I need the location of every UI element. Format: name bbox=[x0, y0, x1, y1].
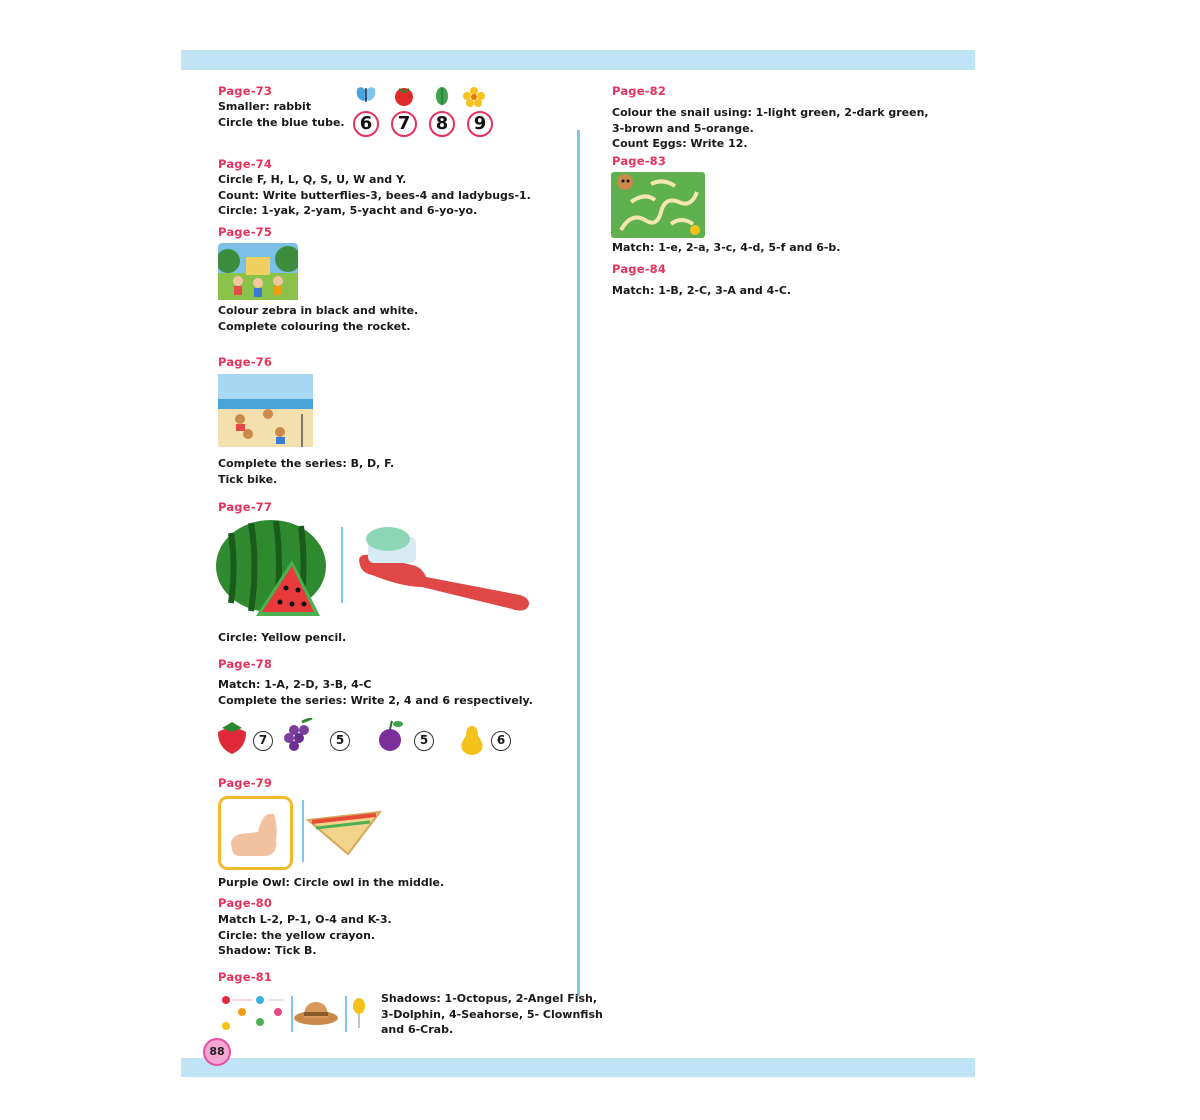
bottom-band bbox=[181, 1058, 975, 1077]
page-75-line: Colour zebra in black and white. bbox=[218, 304, 419, 317]
flower-icon bbox=[463, 87, 485, 107]
page-81-text bbox=[381, 991, 603, 1038]
number-circle: 8 bbox=[429, 111, 455, 137]
tomato-icon bbox=[395, 88, 413, 106]
page-76-text bbox=[218, 456, 394, 487]
maze-picture bbox=[611, 172, 705, 238]
page-76-line: Tick bike. bbox=[218, 472, 278, 486]
page-76-heading: Page-76 bbox=[218, 355, 273, 369]
page-80-heading: Page-80 bbox=[218, 896, 273, 910]
count-circle: 5 bbox=[330, 731, 350, 751]
page-81-heading: Page-81 bbox=[218, 970, 273, 984]
page-82-heading: Page-82 bbox=[612, 84, 667, 98]
page-80-text bbox=[218, 912, 392, 959]
number-circle: 7 bbox=[391, 111, 417, 137]
leaf-icon bbox=[436, 87, 448, 105]
page-80-line: Circle: the yellow crayon. bbox=[218, 928, 376, 942]
divider-line bbox=[341, 527, 343, 603]
page-82-line: Colour the snail using: 1-light green, 2-dark green, bbox=[612, 106, 929, 119]
page-80-line: Shadow: Tick B. bbox=[218, 944, 317, 957]
playground-picture bbox=[218, 243, 298, 300]
colour-dots-icon bbox=[222, 996, 284, 1030]
page-78-line: Complete the series: Write 2, 4 and 6 respectively. bbox=[218, 693, 533, 707]
page-73-icons bbox=[352, 84, 502, 110]
page-78-text bbox=[218, 677, 533, 708]
page-79-line: Purple Owl: Circle owl in the middle. bbox=[218, 876, 445, 889]
page-79-text bbox=[218, 875, 444, 891]
page-74-line: Circle F, H, L, Q, S, U, W and Y. bbox=[218, 173, 407, 186]
count-circle: 7 bbox=[253, 731, 273, 751]
page-75-heading: Page-75 bbox=[218, 225, 273, 239]
page-77-heading: Page-77 bbox=[218, 500, 273, 514]
plum-icon bbox=[379, 721, 403, 751]
page-79-heading: Page-79 bbox=[218, 776, 273, 790]
page-74-line: Count: Write butterflies-3, bees-4 and ladybugs-1. bbox=[218, 188, 531, 202]
number-circle: 6 bbox=[353, 111, 379, 137]
page-83-line: Match: 1-e, 2-a, 3-c, 4-d, 5-f and 6-b. bbox=[612, 241, 841, 254]
toothbrush-picture bbox=[352, 525, 534, 611]
page-84-heading: Page-84 bbox=[612, 262, 667, 276]
page-74-heading: Page-74 bbox=[218, 157, 273, 171]
page-81-line: and 6-Crab. bbox=[381, 1023, 454, 1036]
count-circle: 5 bbox=[414, 731, 434, 751]
page-73-line: Circle the blue tube. bbox=[218, 115, 345, 129]
page-74-line: Circle: 1-yak, 2-yam, 5-yacht and 6-yo-yo. bbox=[218, 204, 478, 217]
page-81-line: Shadows: 1-Octopus, 2-Angel Fish, bbox=[381, 992, 598, 1005]
page-76-line: Complete the series: B, D, F. bbox=[218, 457, 395, 470]
page-number-badge: 88 bbox=[203, 1038, 231, 1066]
number-circle: 9 bbox=[467, 111, 493, 137]
top-band bbox=[181, 50, 975, 70]
column-divider bbox=[577, 130, 580, 996]
page-73-heading: Page-73 bbox=[218, 84, 273, 98]
page-81-line: 3-Dolphin, 4-Seahorse, 5- Clownfish bbox=[381, 1007, 603, 1021]
beach-picture bbox=[218, 374, 313, 447]
watermelon-picture bbox=[216, 518, 334, 618]
page-84-line: Match: 1-B, 2-C, 3-A and 4-C. bbox=[612, 284, 792, 297]
page-81-pictures bbox=[216, 990, 376, 1036]
strawberry-icon bbox=[218, 722, 246, 754]
page-83-heading: Page-83 bbox=[612, 154, 667, 168]
page-73-line: Smaller: rabbit bbox=[218, 100, 312, 113]
foot-picture bbox=[218, 796, 294, 872]
page-73-text bbox=[218, 99, 345, 130]
page-82-text bbox=[612, 105, 929, 152]
sandwich-picture bbox=[306, 806, 386, 858]
page-83-text bbox=[612, 240, 840, 256]
divider-line bbox=[302, 800, 304, 862]
page-82-line: Count Eggs: Write 12. bbox=[612, 137, 748, 150]
pear-icon bbox=[461, 726, 482, 755]
grapes-icon bbox=[284, 718, 312, 751]
balloon-icon bbox=[353, 998, 365, 1028]
page-77-line: Circle: Yellow pencil. bbox=[218, 631, 347, 644]
page-75-text bbox=[218, 303, 418, 334]
hat-icon bbox=[294, 1002, 338, 1025]
page-75-line: Complete colouring the rocket. bbox=[218, 319, 411, 333]
page-84-text bbox=[612, 283, 791, 299]
page-80-line: Match L-2, P-1, O-4 and K-3. bbox=[218, 913, 392, 926]
page-78-heading: Page-78 bbox=[218, 657, 273, 671]
butterfly-icon bbox=[355, 86, 378, 103]
page-74-text bbox=[218, 172, 531, 219]
count-circle: 6 bbox=[491, 731, 511, 751]
page-82-line: 3-brown and 5-orange. bbox=[612, 121, 754, 135]
page-77-text bbox=[218, 630, 346, 646]
page-78-line: Match: 1-A, 2-D, 3-B, 4-C bbox=[218, 678, 372, 691]
